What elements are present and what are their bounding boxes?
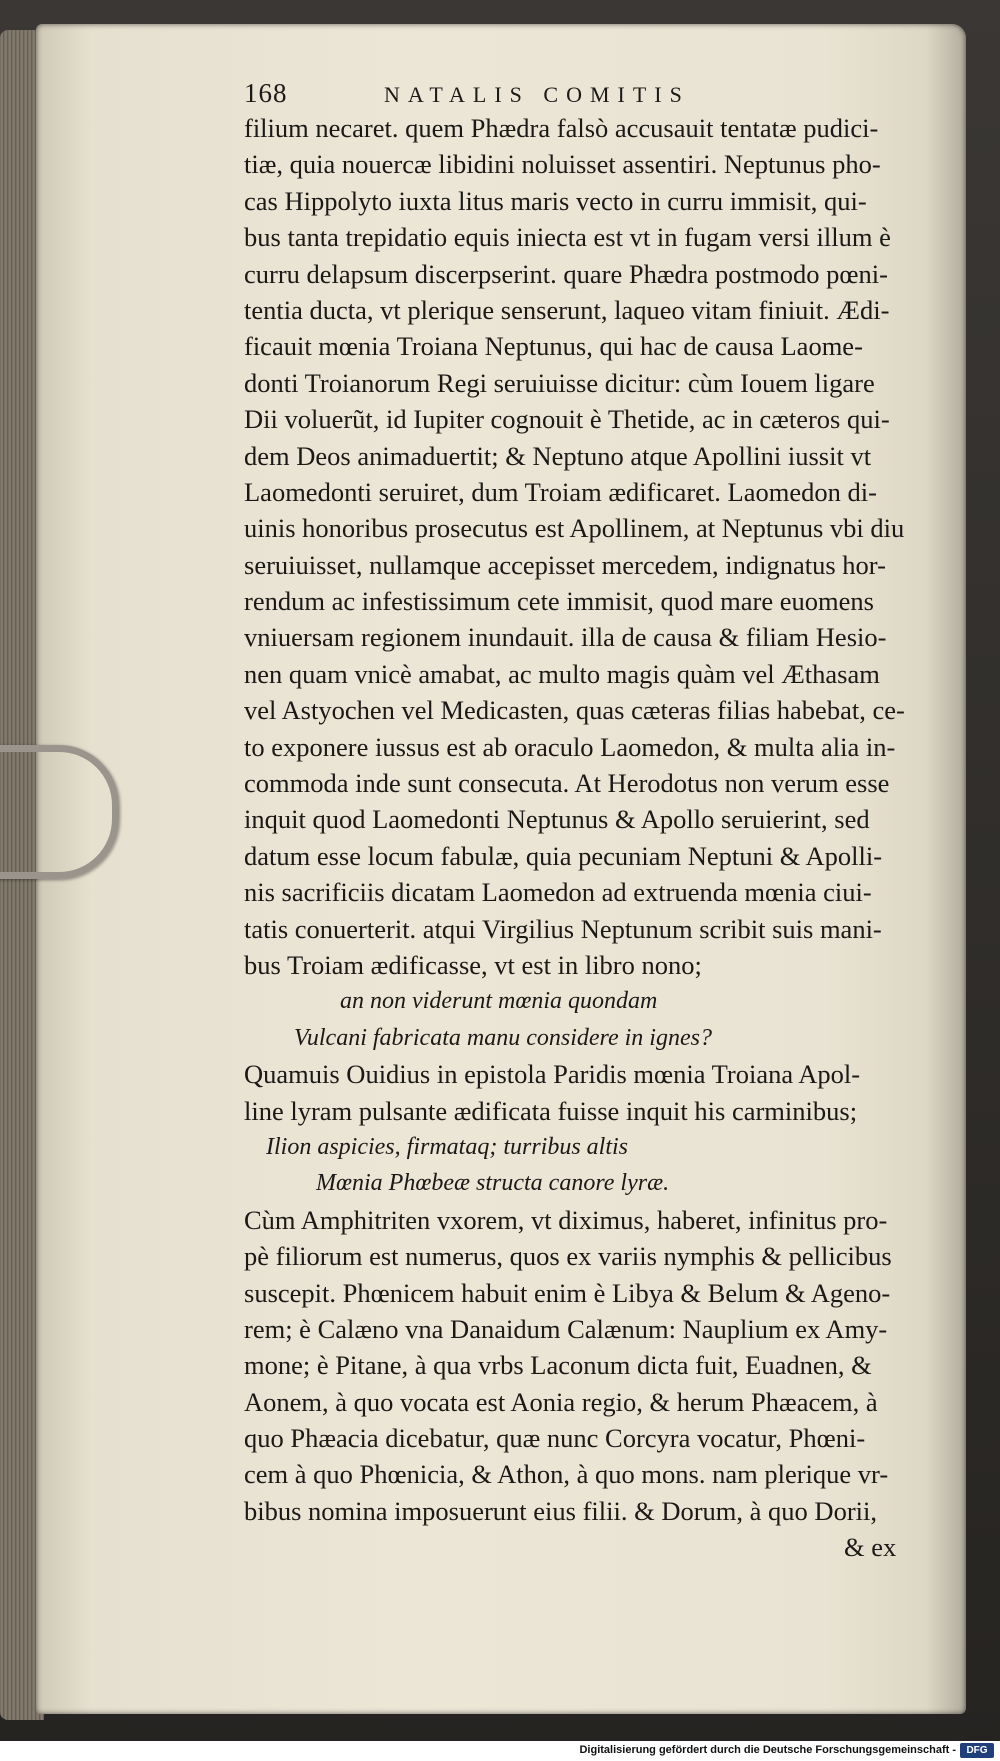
text-line: commoda inde sunt consecuta. At Herodotus non verum esse (244, 768, 890, 799)
footer-bar (0, 1741, 1000, 1761)
text-line: cem à quo Phœnicia, & Athon, à quo mons. nam plerique vr- (244, 1459, 889, 1490)
text-line: tatis conuerterit. atqui Virgilius Neptunum scribit suis mani- (244, 913, 882, 944)
text-line: Laomedonti seruiret, dum Troiam ædificaret. Laomedon di- (244, 476, 877, 507)
text-line: Aonem, à quo vocata est Aonia regio, & herum Phæacem, à (244, 1386, 878, 1417)
text-line: line lyram pulsante ædificata fuisse inquit his carminibus; (244, 1095, 858, 1126)
body-text (244, 110, 904, 1566)
page-number: 168 (244, 78, 288, 108)
text-line: bus Troiam ædificasse, vt est in libro nono; (244, 949, 702, 980)
text-line: seruiuisset, nullamque accepisset mercedem, indignatus hor- (244, 549, 886, 580)
text-line: quo Phæacia dicebatur, quæ nunc Corcyra vocatur, Phœni- (244, 1423, 866, 1454)
text-line: to exponere iussus est ab oraculo Laomedon, & multa alia in- (244, 731, 896, 762)
catchword: & ex (844, 1532, 897, 1563)
page-clip (0, 745, 119, 879)
text-line: vel Astyochen vel Medicasten, quas cæteras filias habebat, ce- (244, 695, 905, 726)
text-line: Dii voluerũt, id Iupiter cognouit è Thetide, ac in cæteros qui- (244, 404, 890, 435)
text-line: nis sacrificiis dicatam Laomedon ad extruenda mœnia ciui- (244, 877, 872, 908)
text-line: mone; è Pitane, à qua vrbs Laconum dicta fuit, Euadnen, & (244, 1350, 872, 1381)
text-line: cas Hippolyto iuxta litus maris vecto in curru immisit, qui- (244, 185, 867, 216)
text-line: ficauit mœnia Troiana Neptunus, qui hac de causa Laome- (244, 331, 863, 362)
text-line: rem; è Calæno vna Danaidum Calænum: Nauplium ex Amy- (244, 1313, 888, 1344)
text-line: donti Troianorum Regi seruiuisse dicitur: cùm Iouem ligare (244, 367, 875, 398)
page-gutter-shadow (926, 24, 966, 1714)
text-line: uinis honoribus prosecutus est Apollinem, at Neptunus vbi diu (244, 513, 905, 544)
verse-line: Ilion aspicies, firmataq; turribus altis (266, 1133, 629, 1160)
text-line: bibus nomina imposuerunt eius filii. & Dorum, à quo Dorii, (244, 1495, 877, 1526)
footer-credit: Digitalisierung gefördert durch die Deutsche Forschungsgemeinschaft - (579, 1744, 956, 1756)
text-line: dem Deos animaduertit; & Neptuno atque Apollini iussit vt (244, 440, 872, 471)
running-title: NATALIS COMITIS (384, 82, 690, 107)
text-line: tentia ducta, vt plerique senserunt, laqueo vitam finiuit. Ædi- (244, 294, 890, 325)
dfg-logo: DFG (960, 1743, 994, 1758)
verse-line: an non viderunt mœnia quondam (340, 988, 658, 1015)
text-line: Quamuis Ouidius in epistola Paridis mœnia Troiana Apol- (244, 1059, 861, 1090)
verse-line: Mœnia Phœbeæ structa canore lyræ. (316, 1170, 670, 1197)
text-line: tiæ, quia nouercæ libidini noluisset assentiri. Neptunus pho- (244, 149, 881, 180)
text-line: suscepit. Phœnicem habuit enim è Libya & Belum & Ageno- (244, 1277, 891, 1308)
text-line: bus tanta trepidatio equis iniecta est vt in fugam versi illum è (244, 222, 891, 253)
text-line: pè filiorum est numerus, quos ex variis nymphis & pellicibus (244, 1241, 892, 1272)
text-line: inquit quod Laomedonti Neptunus & Apollo seruierint, sed (244, 804, 870, 835)
text-line: datum esse locum fabulæ, quia pecuniam Neptuni & Apolli- (244, 840, 883, 871)
text-line: Cùm Amphitriten vxorem, vt diximus, haberet, infinitus pro- (244, 1204, 888, 1235)
text-line: curru delapsum discerpserint. quare Phædra postmodo pœni- (244, 258, 888, 289)
text-line: filium necaret. quem Phædra falsò accusauit tentatæ pudici- (244, 113, 879, 143)
text-line: vniuersam regionem inundauit. illa de causa & filiam Hesio- (244, 622, 887, 653)
text-line: nen quam vnicè amabat, ac multo magis quàm vel Æthasam (244, 658, 880, 689)
verse-line: Vulcani fabricata manu considere in ignes? (294, 1024, 712, 1051)
text-line: rendum ac infestissimum cete immisit, quod mare euomens (244, 586, 874, 617)
